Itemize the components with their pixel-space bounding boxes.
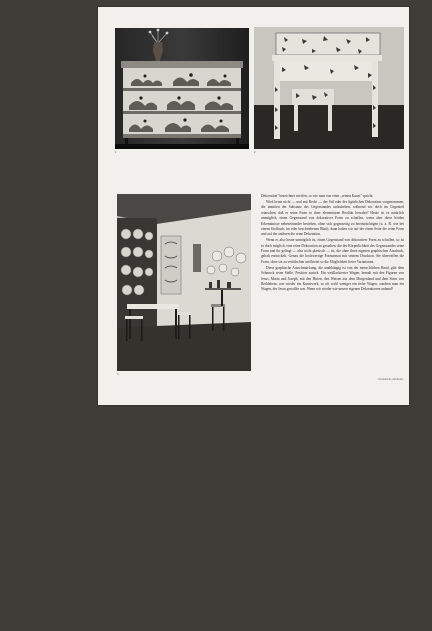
article-paragraph: Wird heute nicht — und mit Recht — der Stil oder der figürlichen Dekoration vorgenommen, die inmitten der Substanz des Gegenstandes aufzuheben, während wir doch im Gegenteil wünschen, daß er seine Form in ihrer elementaren Realität bewahrt? Heute ist es natürlich unmöglich, einen Gegenstand von dekorativer Form zu schaffen, wenn aber diese beiden Erkenntnisse nebeneinander bestehen, ohne sich gegenseitig zu beeinträchtigen (u. a. B. wie bei einem Stofftuch, im oder beschriebenen Blatt), dann haben wir auf der einen Seite die reine Form und auf der anderen die reine Dekoration. <box>261 199 404 237</box>
photo-painted-dressing-table <box>254 27 404 149</box>
figure-number: 3 <box>117 372 119 376</box>
figure-number: 1 <box>115 150 117 154</box>
article-paragraph: Dekoration" bezeichnet wird/en, so wie man von einer „reinen Kunst" spricht. <box>261 194 374 198</box>
magazine-page <box>98 7 409 405</box>
photo-interior-room <box>117 194 251 371</box>
figure-number: 2 <box>254 150 256 154</box>
photo-painted-chest <box>115 28 249 149</box>
article-credit: Ornamente und Kunst <box>378 378 403 381</box>
article-text-column <box>261 194 404 376</box>
article-paragraph: Wenn es also heute unmöglich ist, einen Gegenstand von dekorativer Form zu schaffen, so ist es doch möglich, eine reine Dekoration zu gestalten, die der Körperlichkeit des Gegenstandes seine Form und ihr gelingt — also nicht plastisch — ist, die ohne ihren eigenen graphischen Ausdruck, gehalt entwickelt. Genau die hochwertige Formarmut mit seinem Druckton. Sie übertreffen die Form, ohne sie zu verfälschen und bietet so die Möglichkeit freier Variationen. <box>261 238 404 264</box>
article-paragraph: Diese graphische Ausschmückung, die unabhängig ist von der menschlichen Hand, gibt dem Schmuck seine Stelle, Position zurück. Ein weißlackierter Wagen, bemalt mit den Figuren von Jesus, Maria und Joseph, mit den Hirten, den Weisen aus dem Morgenland und dem Stern von Bethlehem, war wieder ein Kunstwerk, so oft wohl weniger ein tiefer Wagen, sondern man ein Wagen, der Jesus gewollte war. Wenn wir wieder wie unsere eigenen Dekorationen anhand? <box>261 265 404 292</box>
